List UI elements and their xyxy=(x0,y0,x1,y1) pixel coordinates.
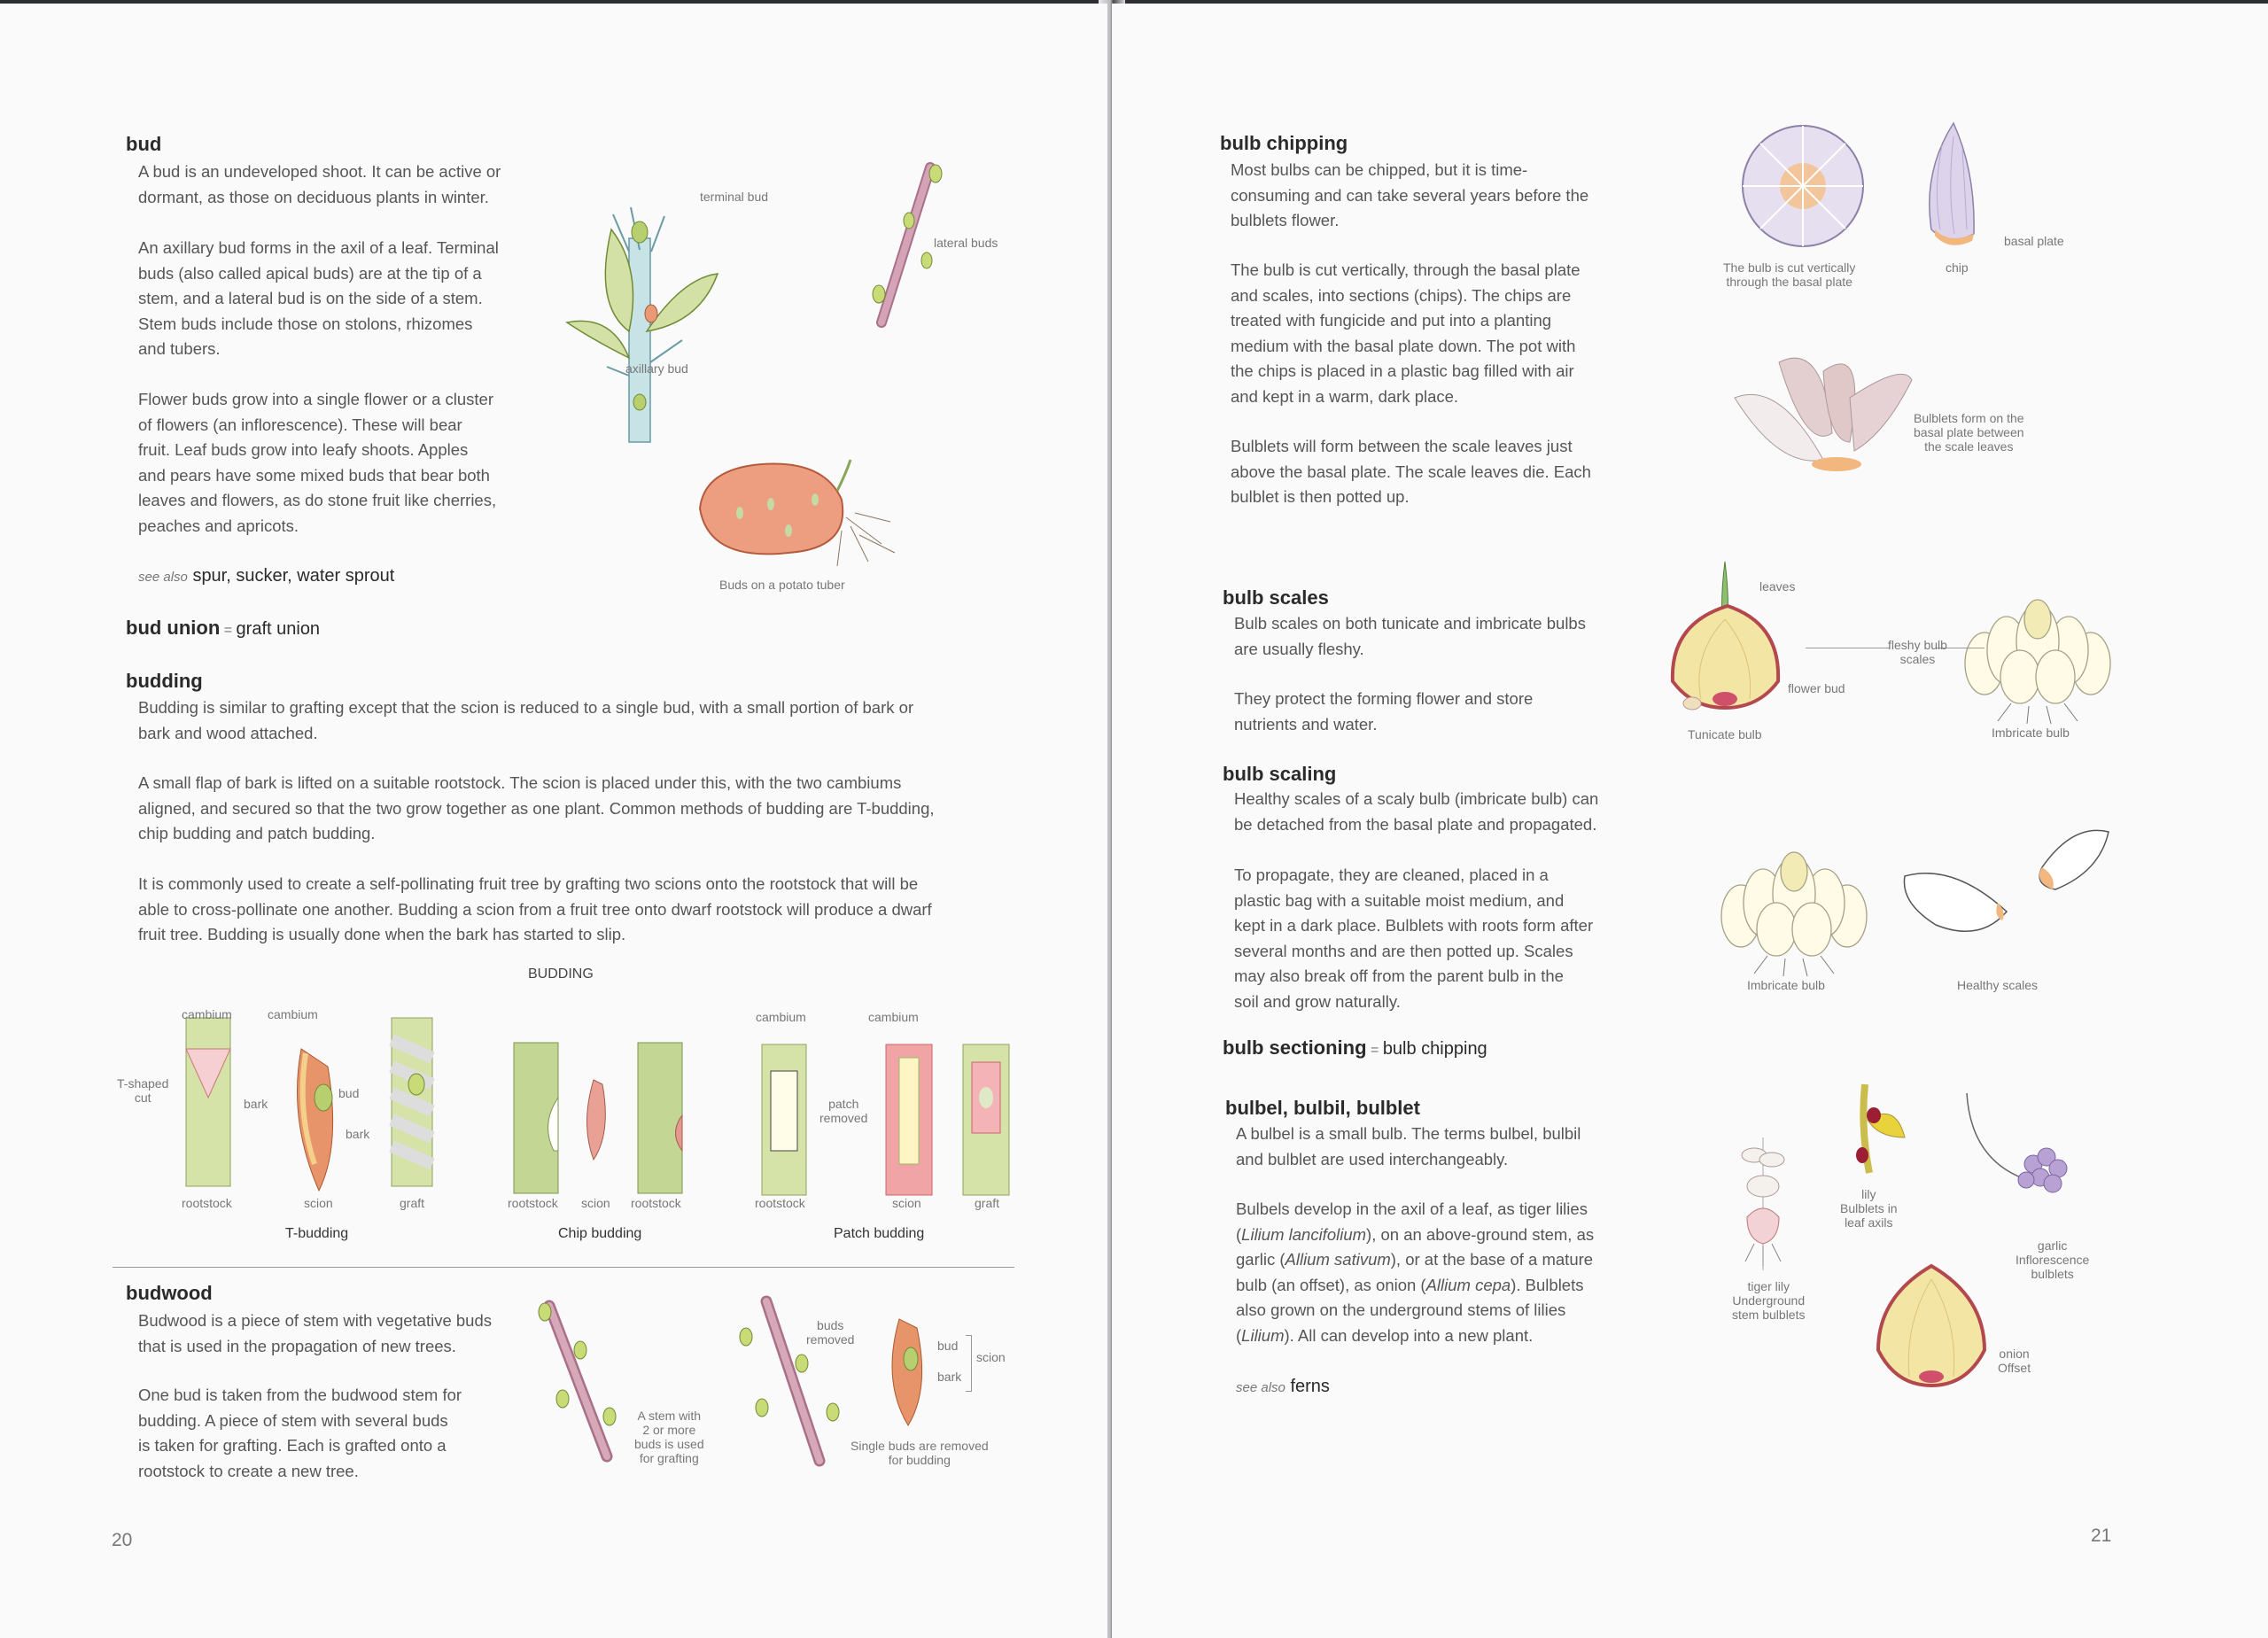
label-bud: bud xyxy=(338,1086,360,1100)
caption-chip-budding: Chip budding xyxy=(558,1226,642,1241)
label-chip: chip xyxy=(1946,260,1969,275)
label-scion-1: scion xyxy=(304,1196,333,1210)
entry-bud-union xyxy=(126,617,320,640)
onion-offset-illustration xyxy=(1869,1261,1993,1394)
label-leaves: leaves xyxy=(1759,579,1796,594)
bulbel-text-part: Bulbels develop in the axil of a leaf, as tiger lilies ( xyxy=(1236,1199,1588,1244)
label-budwood-bud: bud xyxy=(937,1339,959,1353)
page-number-left: 20 xyxy=(112,1530,133,1550)
species-garlic: Allium sativum xyxy=(1285,1250,1391,1269)
caption-tunicate-bulb: Tunicate bulb xyxy=(1688,727,1762,741)
label-rootstock-3: rootstock xyxy=(631,1196,681,1210)
label-axillary-bud: axillary bud xyxy=(625,361,688,376)
label-cambium-4: cambium xyxy=(868,1010,919,1024)
budding-diagram-title: BUDDING xyxy=(528,966,594,982)
bulb-sectioning-link[interactable]: bulb chipping xyxy=(1382,1039,1487,1059)
bulbel-text-part: ), on an above-ground stem, as garlic ( xyxy=(1236,1224,1595,1269)
label-rootstock-2: rootstock xyxy=(508,1196,558,1210)
label-budwood-scion: scion xyxy=(976,1350,1006,1364)
bulbel-see-also xyxy=(1236,1377,1330,1397)
entry-bulb-sectioning xyxy=(1223,1036,1487,1060)
caption-healthy-scales: Healthy scales xyxy=(1957,978,2039,992)
bulbel-paragraph-1: A bulbel is a small bulb. The terms bulbel, bulbil and bulblet are used interchangeably. xyxy=(1236,1124,1581,1168)
species-tiger-lily: Lilium lancifolium xyxy=(1241,1224,1367,1244)
budding-paragraph-2: A small flap of bark is lifted on a suitable rootstock. The scion is placed under this, with the two cambiums aligned, and secured so that the two grow together as one plant. Common methods of budding are T-budding, chip budding and patch budding. xyxy=(138,773,935,842)
lily-bulblets-illustration xyxy=(1843,1084,1914,1173)
entry-title-bud: bud xyxy=(126,133,162,155)
caption-stem-grafting: A stem with 2 or more buds is used for grafting xyxy=(634,1409,704,1465)
bud-stem-illustration xyxy=(576,198,797,446)
entry-title-bulb-sectioning: bulb sectioning xyxy=(1223,1036,1367,1059)
see-also-label: see also xyxy=(138,570,188,585)
see-also-label-2: see also xyxy=(1236,1380,1285,1395)
species-lilium: Lilium xyxy=(1241,1325,1285,1345)
label-bark-2: bark xyxy=(346,1127,370,1141)
bulb-section-illustration xyxy=(1736,121,1869,254)
label-patch-removed: patch removed xyxy=(819,1097,868,1125)
entry-title-budwood: budwood xyxy=(126,1282,213,1304)
bud-union-link[interactable]: graft union xyxy=(236,619,321,639)
equals-sign: = xyxy=(223,623,233,638)
see-also-link[interactable]: spur, sucker, water sprout xyxy=(192,566,395,586)
entry-title-bulb-scaling: bulb scaling xyxy=(1223,763,1337,785)
label-basal-plate: basal plate xyxy=(2004,234,2064,248)
caption-onion-offset: onion Offset xyxy=(1998,1347,2031,1375)
chip-budding-illustration xyxy=(505,1036,700,1199)
tiger-lily-bulblets-illustration xyxy=(1728,1137,1798,1270)
budding-paragraph-3: It is commonly used to create a self-pollinating fruit tree by grafting two scions onto the rootstock that will be able to cross-pollinate one another. Budding a scion from a fruit tree onto dwarf rootstock will produce a dwarf fruit tree. Budding is usually done when the bark has started to slip. xyxy=(138,874,932,943)
caption-bulb-cut: The bulb is cut vertically through the basal plate xyxy=(1723,260,1856,289)
label-rootstock-1: rootstock xyxy=(182,1196,232,1210)
bud-see-also xyxy=(138,566,394,586)
scion-bracket xyxy=(966,1335,972,1392)
bulbel-text-part: ). Bulblets also grown on the underground stems of lilies ( xyxy=(1236,1275,1584,1345)
bulb-scaling-paragraph-2: To propagate, they are cleaned, placed in a plastic bag with a suitable moist medium, and kept in a dark place. Bulblets with roots form after several months and are then potted up. Scales may also break off from the parent bulb in the soil and grow naturally. xyxy=(1234,866,1594,1011)
label-t-shaped-cut: T-shaped cut xyxy=(117,1076,169,1105)
label-cambium-1: cambium xyxy=(182,1007,232,1021)
species-onion: Allium cepa xyxy=(1425,1275,1511,1294)
label-graft-1: graft xyxy=(400,1196,425,1210)
label-scion-2: scion xyxy=(581,1196,610,1210)
caption-potato-buds: Buds on a potato tuber xyxy=(719,578,845,592)
imbricate-bulb-illustration-2 xyxy=(1714,845,1874,978)
caption-single-buds: Single buds are removed for budding xyxy=(850,1439,989,1467)
entry-title-bud-union: bud union xyxy=(126,617,221,639)
label-fleshy-scales: fleshy bulb scales xyxy=(1888,638,1947,666)
bulb-scales-paragraph-1: Bulb scales on both tunicate and imbricate bulbs are usually fleshy. xyxy=(1234,614,1586,658)
potato-tuber-illustration xyxy=(691,455,895,571)
bud-paragraph-2: An axillary bud forms in the axil of a leaf. Terminal buds (also called apical buds) are at the tip of a stem, and a lateral bud is on the side of a stem. Stem buds include those on stolons, rhizomes and tubers. xyxy=(138,238,499,358)
t-budding-illustration xyxy=(115,1013,443,1199)
bulbel-text-part: ), or at the base of a mature bulb (an offset), as onion ( xyxy=(1236,1250,1594,1294)
caption-bulblets-form: Bulblets form on the basal plate between the scale leaves xyxy=(1914,411,2024,454)
label-flower-bud: flower bud xyxy=(1788,681,1845,695)
bulb-chipping-paragraph-2: The bulb is cut vertically, through the basal plate and scales, into sections (chips). The chips are treated with fungicide and put into a planting medium with the basal plate down. The pot with the chips is placed in a plastic bag filled with air and kept in a warm, dark place. xyxy=(1231,260,1581,406)
page-number-right: 21 xyxy=(2091,1525,2112,1546)
label-terminal-bud: terminal bud xyxy=(700,190,769,204)
caption-patch-budding: Patch budding xyxy=(834,1226,925,1241)
budwood-stem-illustration xyxy=(532,1293,629,1470)
patch-budding-illustration xyxy=(757,1036,1014,1199)
label-cambium-2: cambium xyxy=(268,1007,318,1021)
caption-lily-bulblets: lily Bulblets in leaf axils xyxy=(1840,1187,1898,1230)
label-graft-2: graft xyxy=(975,1196,1000,1210)
budding-paragraph-1: Budding is similar to grafting except that the scion is reduced to a single bud, with a small portion of bark or bark and wood attached. xyxy=(138,698,914,742)
entry-title-bulb-scales: bulb scales xyxy=(1223,586,1329,609)
entry-title-budding: budding xyxy=(126,670,203,692)
caption-imbricate-bulb-2: Imbricate bulb xyxy=(1747,978,1825,992)
caption-imbricate-bulb-1: Imbricate bulb xyxy=(1992,726,2070,740)
section-divider xyxy=(113,1267,1014,1268)
bud-paragraph-3: Flower buds grow into a single flower or a cluster of flowers (an inflorescence). These will bear fruit. Leaf buds grow into leafy shoots. Apples and pears have some mixed buds that bear both leaves and flowers, as do stone fruit like cherries, peaches and apricots. xyxy=(138,390,497,535)
bulbel-paragraph-2 xyxy=(1236,1197,1661,1348)
garlic-bulblets-illustration xyxy=(1962,1093,2069,1217)
label-buds-removed: buds removed xyxy=(806,1318,855,1347)
see-also-link-ferns[interactable]: ferns xyxy=(1290,1377,1330,1396)
bulbel-text-part: ). All can develop into a new plant. xyxy=(1284,1325,1534,1345)
label-rootstock-4: rootstock xyxy=(755,1196,805,1210)
caption-garlic: garlic Inflorescence bulblets xyxy=(2016,1238,2090,1281)
caption-t-budding: T-budding xyxy=(285,1226,349,1241)
budwood-paragraph-1: Budwood is a piece of stem with vegetative buds that is used in the propagation of new trees. xyxy=(138,1311,493,1355)
bulblets-on-chips-illustration xyxy=(1726,345,1921,477)
entry-title-bulb-chipping: bulb chipping xyxy=(1220,132,1348,154)
label-cambium-3: cambium xyxy=(756,1010,806,1024)
bulb-chipping-paragraph-3: Bulblets will form between the scale leaves just above the basal plate. The scale leaves die. Each bulblet is then potted up. xyxy=(1231,437,1591,506)
bulb-chipping-paragraph-1: Most bulbs can be chipped, but it is time- consuming and can take several years before the bulblets flower. xyxy=(1231,160,1589,229)
left-page xyxy=(0,4,1107,1638)
label-lateral-buds: lateral buds xyxy=(934,236,998,250)
equals-sign-2: = xyxy=(1371,1043,1379,1058)
label-budwood-bark: bark xyxy=(937,1370,962,1384)
right-page xyxy=(1112,4,2268,1638)
entry-title-bulbel: bulbel, bulbil, bulblet xyxy=(1225,1097,1420,1119)
bud-paragraph-1: A bud is an undeveloped shoot. It can be active or dormant, as those on deciduous plants in winter. xyxy=(138,162,501,206)
bulb-scales-paragraph-2: They protect the forming flower and store nutrients and water. xyxy=(1234,689,1534,734)
bulb-chip-illustration xyxy=(1922,119,1993,252)
bulb-scaling-paragraph-1: Healthy scales of a scaly bulb (imbricate bulb) can be detached from the basal plate and propagated. xyxy=(1234,789,1599,834)
healthy-scales-illustration xyxy=(1900,827,2113,960)
label-bark-1: bark xyxy=(244,1097,268,1111)
label-scion-3: scion xyxy=(892,1196,921,1210)
caption-tiger-lily: tiger lily Underground stem bulblets xyxy=(1732,1279,1806,1322)
budwood-paragraph-2: One bud is taken from the budwood stem for budding. A piece of stem with several buds is taken for grafting. Each is grafted onto a rootstock to create a new tree. xyxy=(138,1386,462,1480)
imbricate-bulb-illustration-1 xyxy=(1958,593,2117,726)
